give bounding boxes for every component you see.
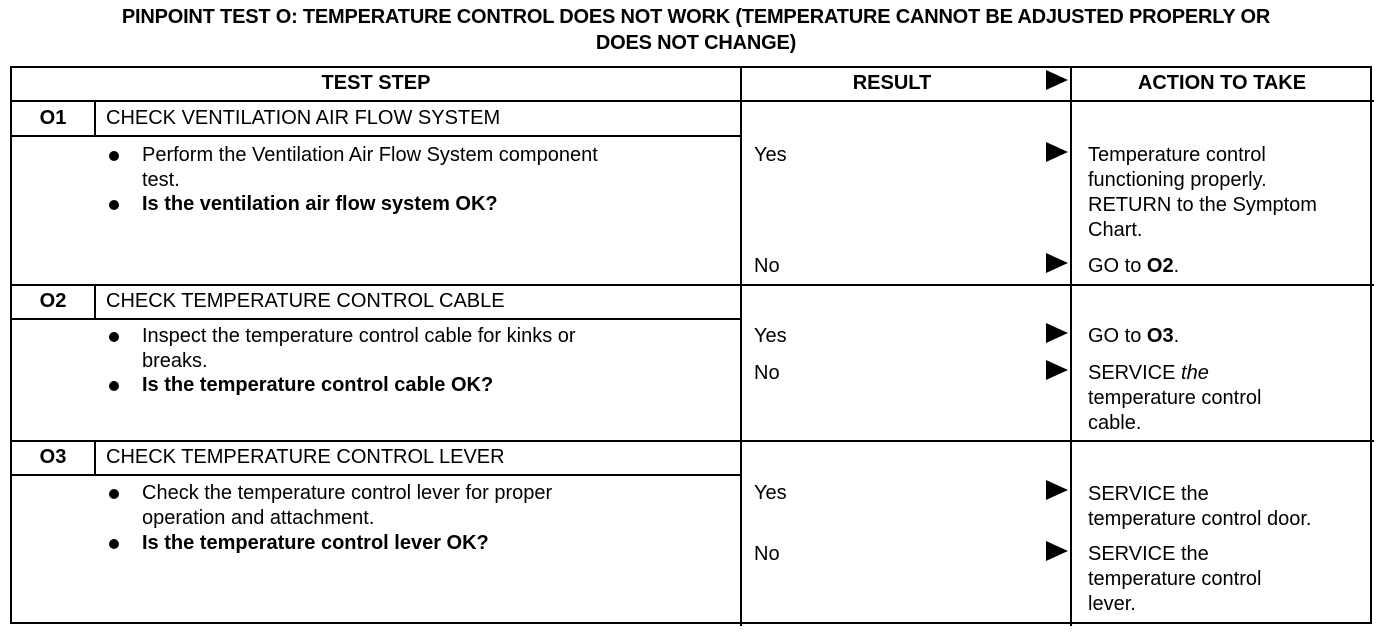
instruction-line: Check the temperature control lever for proper (142, 482, 553, 504)
step-reference-link[interactable]: O2 (1146, 255, 1174, 277)
step-title: CHECK TEMPERATURE CONTROL CABLE (106, 290, 505, 312)
arrow-right-icon (1046, 142, 1068, 162)
step-question: Is the ventilation air flow system OK? (142, 193, 498, 215)
arrow-right-icon (1046, 480, 1068, 500)
step-instruction (142, 481, 552, 531)
action-no (1088, 361, 1261, 436)
rule (10, 318, 742, 320)
rule (94, 100, 96, 136)
step-question: Is the temperature control lever OK? (142, 532, 489, 554)
header-action: ACTION TO TAKE (1137, 72, 1307, 94)
action-line: temperature control (1088, 387, 1262, 409)
title-line-2: DOES NOT CHANGE) (595, 32, 797, 54)
action-line: SERVICE the (1088, 543, 1209, 565)
step-question: Is the temperature control cable OK? (142, 374, 494, 396)
step-instruction (142, 143, 598, 193)
result-no: No (754, 362, 780, 384)
action-line: temperature control door. (1088, 508, 1312, 530)
rule (10, 135, 742, 137)
step-number: O2 (39, 290, 67, 312)
instruction-line: test. (142, 169, 180, 191)
action-line: RETURN to the Symptom (1088, 194, 1317, 216)
bullet-icon (109, 381, 119, 391)
bullet-icon (109, 489, 119, 499)
action-yes (1088, 482, 1311, 532)
action-text: GO to (1088, 255, 1147, 277)
step-title: CHECK TEMPERATURE CONTROL LEVER (106, 446, 505, 468)
header-test-step: TEST STEP (321, 72, 431, 94)
rule (740, 66, 742, 626)
arrow-right-icon (1046, 360, 1068, 380)
instruction-line: Inspect the temperature control cable for kinks or (142, 325, 576, 347)
action-text: SERVICE (1088, 362, 1176, 384)
result-yes: Yes (754, 144, 787, 166)
action-line: temperature control (1088, 568, 1262, 590)
header-result: RESULT (852, 72, 932, 94)
action-no (1088, 254, 1179, 279)
step-title: CHECK VENTILATION AIR FLOW SYSTEM (106, 107, 501, 129)
action-line: cable. (1088, 412, 1142, 434)
action-line: SERVICE the (1088, 483, 1209, 505)
title-line-1: PINPOINT TEST O: TEMPERATURE CONTROL DOES NOT WORK (TEMPERATURE CANNOT BE ADJUSTED PROPERLY OR (121, 6, 1271, 28)
action-text: . (1173, 255, 1180, 277)
bullet-icon (109, 539, 119, 549)
arrow-right-icon (1046, 541, 1068, 561)
action-text: the (1175, 362, 1209, 384)
action-line: lever. (1088, 593, 1136, 615)
page-title (0, 4, 1392, 56)
bullet-icon (109, 332, 119, 342)
result-no: No (754, 255, 780, 277)
result-yes: Yes (754, 325, 787, 347)
result-yes: Yes (754, 482, 787, 504)
action-yes (1088, 324, 1179, 349)
arrow-right-icon (1046, 323, 1068, 343)
action-line: Chart. (1088, 219, 1143, 241)
step-reference-link[interactable]: O3 (1146, 325, 1174, 347)
step-number: O3 (39, 446, 67, 468)
arrow-right-icon (1046, 70, 1068, 90)
action-yes (1088, 143, 1317, 243)
rule (10, 474, 742, 476)
instruction-line: Perform the Ventilation Air Flow System component (142, 144, 598, 166)
bullet-icon (109, 151, 119, 161)
rule (94, 440, 96, 476)
instruction-line: operation and attachment. (142, 507, 375, 529)
step-number: O1 (39, 107, 67, 129)
action-text: GO to (1088, 325, 1147, 347)
action-text: . (1173, 325, 1180, 347)
step-instruction (142, 324, 576, 374)
rule (94, 284, 96, 320)
action-line: Temperature control (1088, 144, 1266, 166)
bullet-icon (109, 200, 119, 210)
arrow-right-icon (1046, 253, 1068, 273)
action-line: functioning properly. (1088, 169, 1267, 191)
instruction-line: breaks. (142, 350, 208, 372)
action-no (1088, 542, 1261, 617)
result-no: No (754, 543, 780, 565)
rule (1070, 66, 1072, 626)
